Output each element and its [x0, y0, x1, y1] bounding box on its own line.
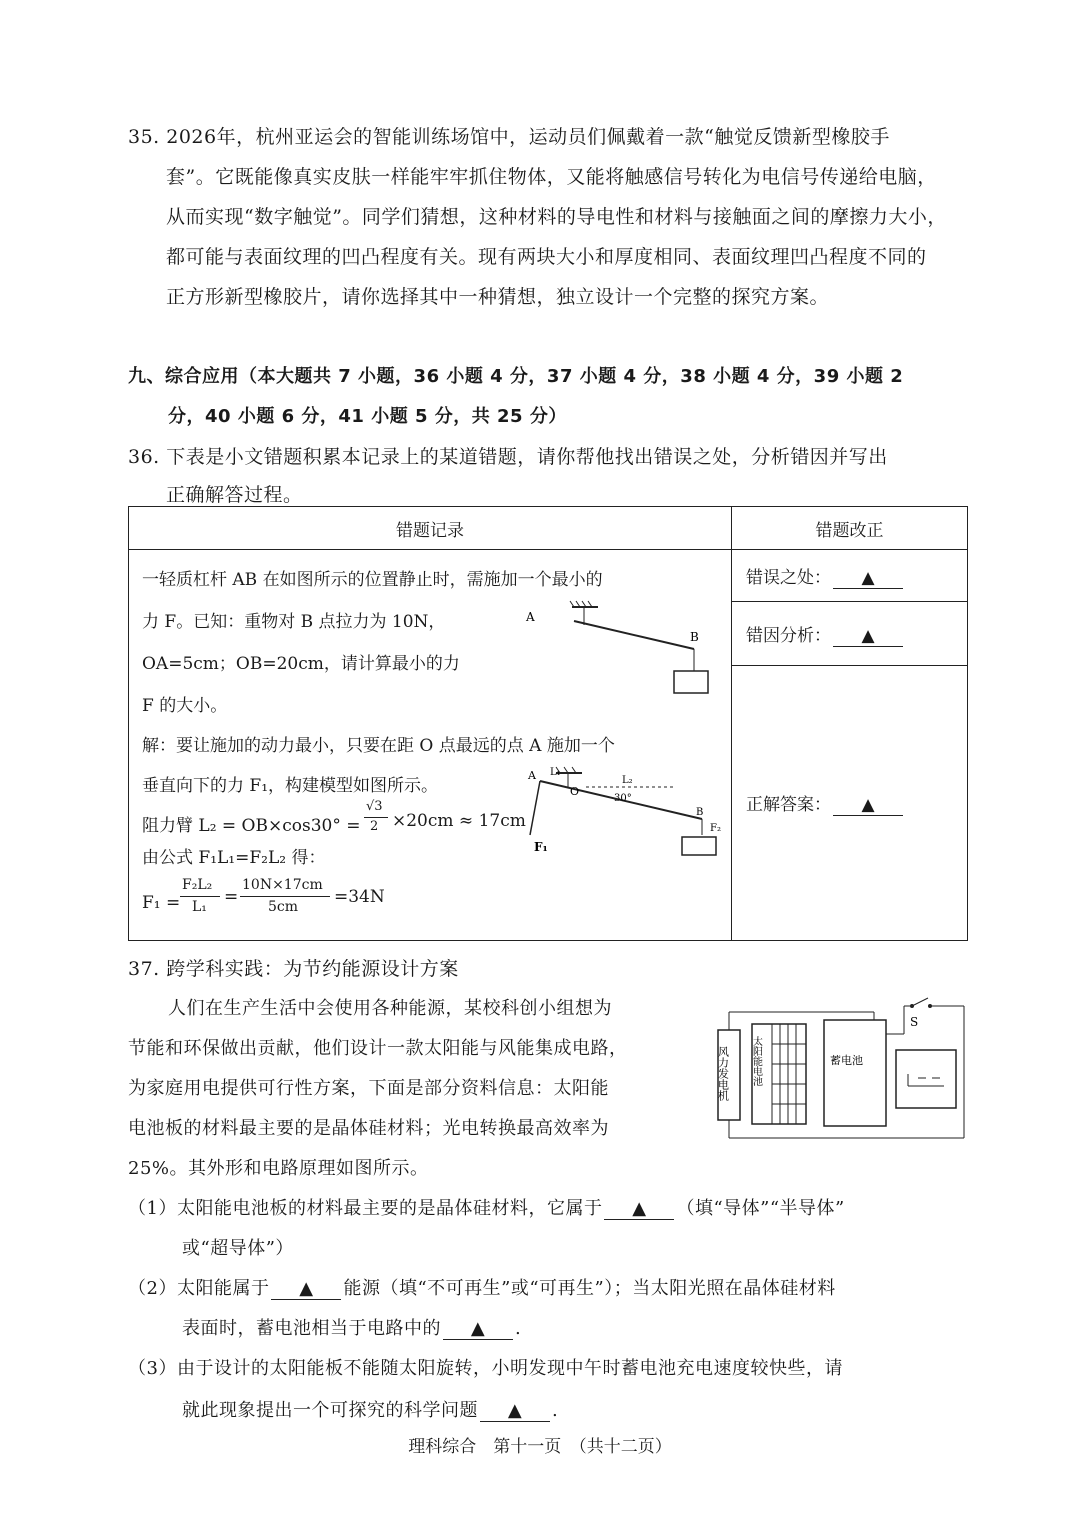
- solution-line-1: 解：要让施加的动力最小，只要在距 O 点最远的点 A 施加一个: [142, 736, 615, 756]
- answer-blank-analysis[interactable]: [833, 626, 903, 647]
- answer-blank-p3[interactable]: [480, 1400, 550, 1422]
- q35-line-4: 都可能与表面纹理的凹凸程度有关。现有两块大小和厚度相同、表面纹理凹凸程度不同的: [166, 246, 927, 268]
- formula-lever-arm: 阻力臂 L₂ = OB×cos30° =: [142, 816, 361, 836]
- answer-blank-p1[interactable]: [604, 1198, 674, 1220]
- answer-blank-p2a[interactable]: [271, 1278, 341, 1300]
- frac-bar-sqrt3: [364, 817, 388, 818]
- formula-lever-result: ×20cm ≈ 17cm: [392, 811, 526, 831]
- q36-line-1: 36. 下表是小文错题积累本记录上的某道错题，请你帮他找出错误之处，分析错因并写出: [128, 446, 888, 468]
- formula-line-2: 由公式 F₁L₁=F₂L₂ 得：: [142, 848, 326, 868]
- q37-intro-4: 电池板的材料最主要的是晶体硅材料；光电转换最高效率为: [128, 1118, 609, 1139]
- q35-line-2: 套”。它既能像真实皮肤一样能牢牢抓住物体，又能将触感信号转化为电信号传递给电脑，: [166, 166, 937, 188]
- frac2-top: 10N×17cm: [242, 877, 323, 893]
- correction-analysis-cell: [732, 602, 968, 666]
- correction-answer-label: 正解答案：: [746, 795, 831, 815]
- page-footer: 理科综合 第十一页 （共十二页）: [408, 1437, 672, 1457]
- two: 2: [370, 819, 379, 834]
- label-angle-2: 30°: [614, 793, 632, 804]
- frac2-bot: 5cm: [268, 899, 299, 915]
- q36-line-2: 正确解答过程。: [166, 484, 303, 506]
- q37-p2-text-c: 表面时，蓄电池相当于电路中的: [182, 1318, 441, 1339]
- q35-line-5: 正方形新型橡胶片，请你选择其中一种猜想，独立设计一个完整的探究方案。: [166, 286, 830, 308]
- switch-label: S: [910, 1015, 919, 1029]
- solar-cell-label: 太阳能电池: [750, 1036, 762, 1086]
- q37-p1-text-b: （填“导体”“半导体”: [676, 1198, 845, 1219]
- answer-blank-p2b[interactable]: [443, 1318, 513, 1340]
- lever-diagram-1: [522, 591, 722, 741]
- q37-p3-line-1: （3）由于设计的太阳能板不能随太阳旋转，小明发现中午时蓄电池充电速度较快些，请: [128, 1358, 843, 1379]
- battery-label: 蓄电池: [830, 1054, 863, 1067]
- answer-blank-error[interactable]: [833, 568, 903, 589]
- q37-p2-line-2: 表面时，蓄电池相当于电路中的 ▲ .: [182, 1318, 522, 1339]
- triangle-mark-icon: ▲: [632, 1198, 647, 1219]
- correction-answer-cell: [732, 666, 968, 941]
- label-l2-2: L₂: [622, 775, 633, 786]
- q37-intro-1: 人们在生产生活中会使用各种能源，某校科创小组想为: [168, 998, 612, 1019]
- table-header-record: 错题记录: [129, 507, 732, 550]
- wind-generator-label: 风力发电机: [716, 1046, 730, 1101]
- equals: =: [224, 887, 239, 907]
- circuit-diagram: [714, 994, 974, 1150]
- q37-p1-line-1: [128, 1194, 845, 1220]
- q37-title: 37. 跨学科实践：为节约能源设计方案: [128, 958, 459, 980]
- q37-p1-text-a: （1）太阳能电池板的材料最主要的是晶体硅材料，它属于: [128, 1198, 603, 1219]
- q37-p1-line-2: 或“超导体”）: [182, 1238, 294, 1259]
- q37-intro-2: 节能和环保做出贡献，他们设计一款太阳能与风能集成电路，: [128, 1038, 628, 1059]
- problem-cell: [129, 550, 732, 941]
- triangle-mark-icon: ▲: [861, 567, 875, 588]
- q37-intro-3: 为家庭用电提供可行性方案，下面是部分资料信息：太阳能: [128, 1078, 609, 1099]
- correction-analysis-label: 错因分析：: [746, 625, 831, 646]
- triangle-mark-icon: ▲: [861, 795, 875, 815]
- frac1-bot: L₁: [192, 899, 207, 915]
- label-a-1: A: [526, 610, 535, 624]
- q37-intro-5: 25%。其外形和电路原理如图所示。: [128, 1158, 429, 1179]
- label-l1-2: L₁: [550, 767, 561, 778]
- final-answer: =34N: [334, 887, 385, 907]
- q37-p2-text-b: 能源（填“不可再生”或“可再生”）；当太阳光照在晶体硅材料: [343, 1278, 836, 1299]
- lever-diagram-2: [526, 765, 726, 895]
- label-a-2: A: [528, 769, 536, 782]
- triangle-mark-icon: ▲: [470, 1318, 486, 1339]
- label-b-2: B: [696, 807, 704, 818]
- q37-p3-text-b: 就此现象提出一个可探究的科学问题: [182, 1400, 478, 1421]
- q35-line-1: 35. 2026年，杭州亚运会的智能训练场馆中，运动员们佩戴着一款“触觉反馈新型橡胶手: [128, 126, 890, 148]
- problem-line-1: 一轻质杠杆 AB 在如图所示的位置静止时，需施加一个最小的: [142, 570, 603, 590]
- triangle-mark-icon: ▲: [507, 1400, 523, 1421]
- problem-line-3: OA=5cm；OB=20cm，请计算最小的力: [142, 654, 460, 674]
- q37-p3-line-2: 就此现象提出一个可探究的科学问题 ▲ .: [182, 1400, 559, 1421]
- triangle-mark-icon: ▲: [861, 625, 875, 646]
- frac2-bar: [240, 896, 330, 897]
- frac1-top: F₂L₂: [182, 877, 213, 893]
- answer-blank-solution[interactable]: [833, 795, 903, 816]
- solution-line-2: 垂直向下的力 F₁，构建模型如图所示。: [142, 776, 439, 796]
- q37-p2-line-1: [128, 1274, 836, 1300]
- triangle-mark-icon: ▲: [299, 1278, 314, 1299]
- q37-p2-text-a: （2）太阳能属于: [128, 1278, 270, 1299]
- f1-symbol: F₁ =: [142, 893, 181, 913]
- label-b-1: B: [690, 630, 699, 644]
- correction-error-label: 错误之处：: [746, 567, 831, 588]
- label-f2-2: F₂: [710, 823, 721, 834]
- problem-line-2: 力 F。已知：重物对 B 点拉力为 10N，: [142, 612, 446, 632]
- table-header-correction: 错题改正: [732, 507, 968, 550]
- problem-line-4: F 的大小。: [142, 696, 228, 716]
- frac1-bar: [180, 896, 220, 897]
- q35-line-3: 从而实现“数字触觉”。同学们猜想，这种材料的导电性和材料与接触面之间的摩擦力大小，: [166, 206, 947, 228]
- section9-heading-2: 分，40 小题 6 分，41 小题 5 分，共 25 分）: [168, 406, 567, 427]
- label-f1-2: F₁: [534, 840, 548, 854]
- section9-heading-1: 九、综合应用（本大题共 7 小题，36 小题 4 分，37 小题 4 分，38 小题 4 分，39 小题 2: [128, 366, 904, 387]
- sqrt3: √3: [366, 799, 383, 814]
- label-o-2: O: [570, 785, 580, 798]
- error-record-table: [128, 506, 968, 941]
- correction-error-cell: [732, 550, 968, 602]
